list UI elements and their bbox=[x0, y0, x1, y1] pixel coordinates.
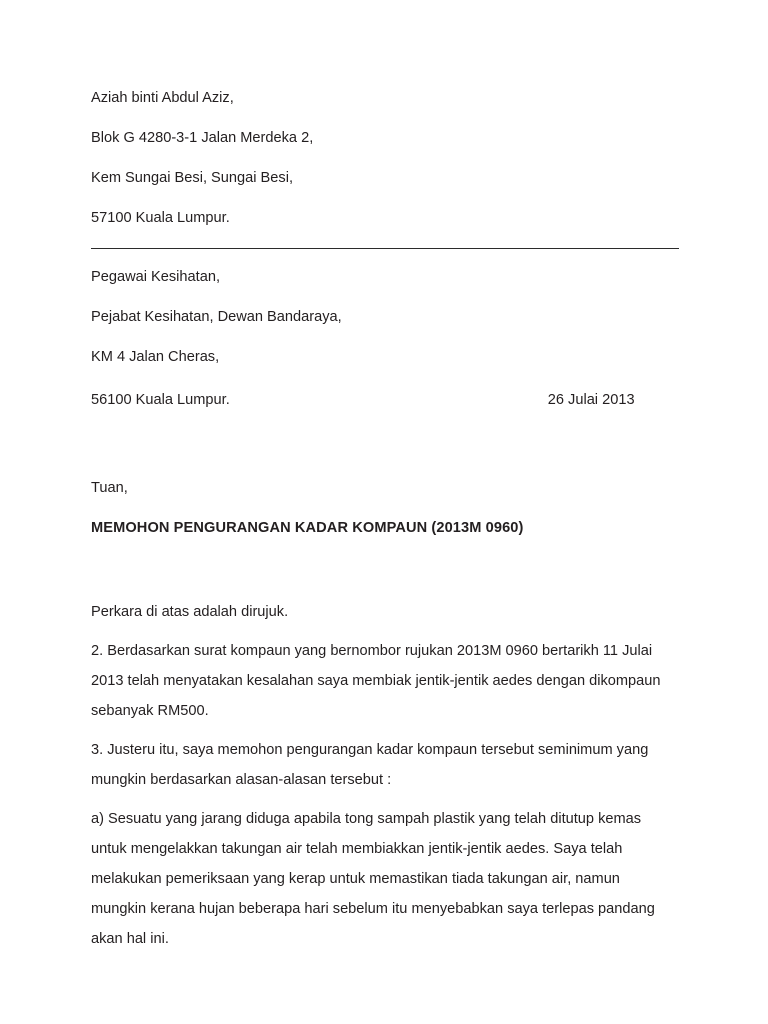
sender-address-block bbox=[91, 88, 679, 229]
recipient-address-line: Pegawai Kesihatan, bbox=[91, 269, 220, 285]
date-year: 2013 bbox=[602, 392, 635, 408]
letter-content bbox=[91, 88, 679, 963]
body-paragraph-3: 3. Justeru itu, saya memohon pengurangan kadar kompaun tersebut seminimum yang mungkin berdasarkan alasan-alasan tersebut : bbox=[91, 742, 649, 788]
recipient-address-line: KM 4 Jalan Cheras, bbox=[91, 349, 220, 365]
recipient-city-and-date-line bbox=[91, 387, 679, 413]
body-paragraph-item-a: a) Sesuatu yang jarang diduga apabila tong sampah plastik yang telah ditutup kemas untuk mengelakkan takungan air telah membiakkan jentik-jentik aedes. Saya telah melakukan pemeriksaan yang kerap untuk memastikan tiada takungan air, namun mungkin kerana hujan beberapa hari sebelum itu menyebabkan saya terlepas pandang akan hal ini. bbox=[91, 811, 655, 947]
body-paragraph-intro: Perkara di atas adalah dirujuk. bbox=[91, 604, 289, 620]
sender-address-line: 57100 Kuala Lumpur. bbox=[91, 210, 230, 226]
spacer bbox=[91, 413, 679, 478]
sender-address-line: Kem Sungai Besi, Sungai Besi, bbox=[91, 170, 293, 186]
body-paragraph-2: 2. Berdasarkan surat kompaun yang bernombor rujukan 2013M 0960 bertarikh 11 Julai 2013 telah menyatakan kesalahan saya membiak jentik-jentik aedes dengan dikompaun sebanyak RM500. bbox=[91, 643, 661, 719]
date-day-month: 26 Julai bbox=[547, 392, 599, 408]
recipient-city-line: 56100 Kuala Lumpur. bbox=[91, 392, 230, 408]
spacer bbox=[91, 249, 679, 267]
recipient-address-line: Pejabat Kesihatan, Dewan Bandaraya, bbox=[91, 309, 342, 325]
salutation: Tuan, bbox=[91, 480, 128, 496]
subject-heading: MEMOHON PENGURANGAN KADAR KOMPAUN (2013M 0960) bbox=[91, 520, 524, 536]
sender-address-line: Blok G 4280-3-1 Jalan Merdeka 2, bbox=[91, 130, 314, 146]
recipient-address-block bbox=[91, 267, 679, 413]
spacer bbox=[91, 539, 679, 597]
sender-address-line: Aziah binti Abdul Aziz, bbox=[91, 90, 234, 106]
